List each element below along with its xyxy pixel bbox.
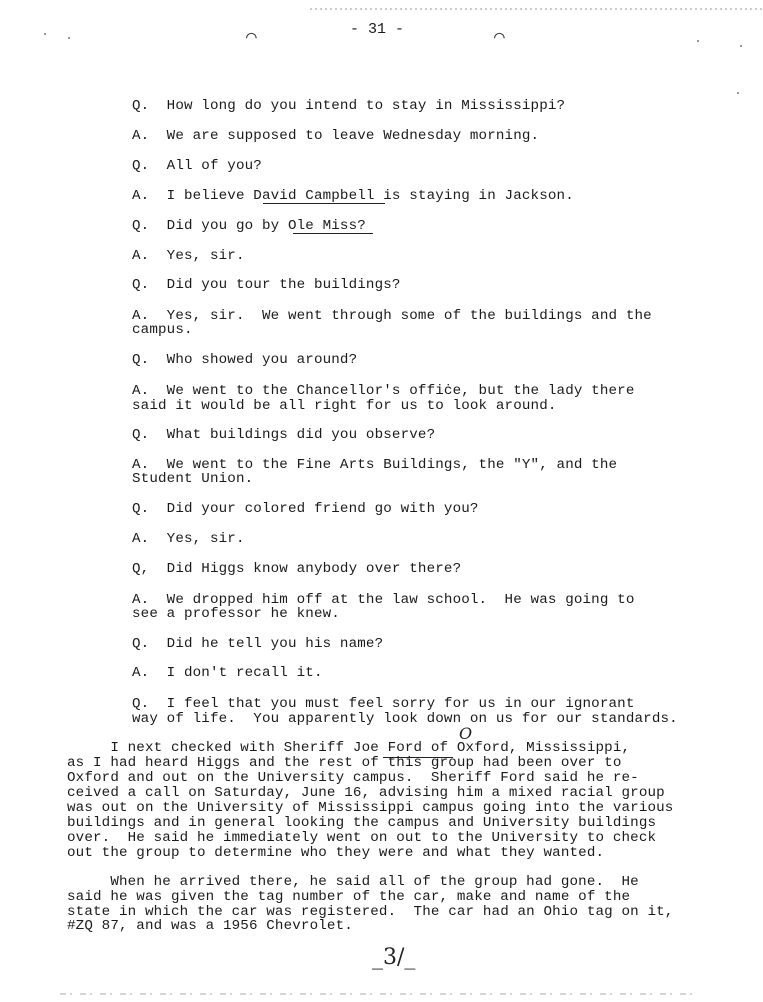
text-line: A. I believe David Campbell is staying in Jackson. [132,188,574,204]
handwritten-page-number: _3/_ [372,945,416,970]
text-line: #ZQ 87, and was a 1956 Chevrolet. [67,918,353,934]
text-line: Q. Did you tour the buildings? [132,277,401,293]
scan-speck [68,37,70,39]
text-line: said he was given the tag number of the car, make and name of the [67,889,631,905]
text-line: was out on the University of Mississippi campus going into the various [67,800,674,816]
text-line: campus. [132,322,193,338]
scan-mark-right: ⌒ [494,28,505,48]
text-line: as I had heard Higgs and the rest of this group had been over to [67,755,622,771]
text-line: see a professor he knew. [132,606,340,622]
text-line: A. Yes, sir. [132,248,245,264]
text-line: Q. Who showed you around? [132,352,358,368]
text-line: Q. I feel that you must feel sorry for us in our ignorant [132,696,635,712]
text-line: Q, Did Higgs know anybody over there? [132,561,462,577]
scan-speck [44,33,46,35]
handwritten-underline [383,757,453,758]
handwritten-underline [263,203,385,204]
page-number: - 31 - [350,21,405,38]
text-line: out the group to determine who they were and what they wanted. [67,845,605,861]
text-line: When he arrived there, he said all of the group had gone. He [67,874,639,890]
scan-speck [697,40,699,42]
scan-mark-left: ⌒ [246,28,257,48]
text-line: A. I don't recall it. [132,665,323,681]
text-line: Q. How long do you intend to stay in Mississippi? [132,98,566,114]
text-line: I next checked with Sheriff Joe Ford of Oxford, Mississippi, [67,740,631,756]
text-line: Student Union. [132,471,254,487]
text-line: Q. Did you go by Ole Miss? [132,218,366,234]
text-line: way of life. You apparently look down on us for our standards. [132,711,678,727]
text-line: Q. All of you? [132,158,262,174]
handwritten-underline [293,233,373,234]
text-line: A. Yes, sir. We went through some of the buildings and the [132,308,652,324]
text-line: A. We went to the Chancellor's offiċe, but the lady there [132,383,635,399]
text-line: over. He said he immediately went on out to the University to check [67,830,657,846]
handwritten-correction: O [459,724,473,743]
text-line: Q. Did your colored friend go with you? [132,501,479,517]
scan-speck [737,92,739,94]
text-line: ceived a call on Saturday, June 16, advising him a mixed racial group [67,785,665,801]
text-line: Oxford and out on the University campus. Sheriff Ford said he re- [67,770,639,786]
text-line: Q. Did he tell you his name? [132,636,384,652]
text-line: Q. What buildings did you observe? [132,427,436,443]
scan-speck [740,45,742,47]
text-line: A. We dropped him off at the law school. He was going to [132,592,635,608]
text-line: state in which the car was registered. The car had an Ohio tag on it, [67,904,674,920]
text-line: A. We are supposed to leave Wednesday morning. [132,128,540,144]
text-line: buildings and in general looking the campus and University buildings [67,815,657,831]
text-line: said it would be all right for us to look around. [132,398,557,414]
bottom-edge-dots [0,984,763,990]
text-line: A. We went to the Fine Arts Buildings, the "Y", and the [132,457,618,473]
text-line: A. Yes, sir. [132,531,245,547]
top-edge-dots [0,0,763,6]
